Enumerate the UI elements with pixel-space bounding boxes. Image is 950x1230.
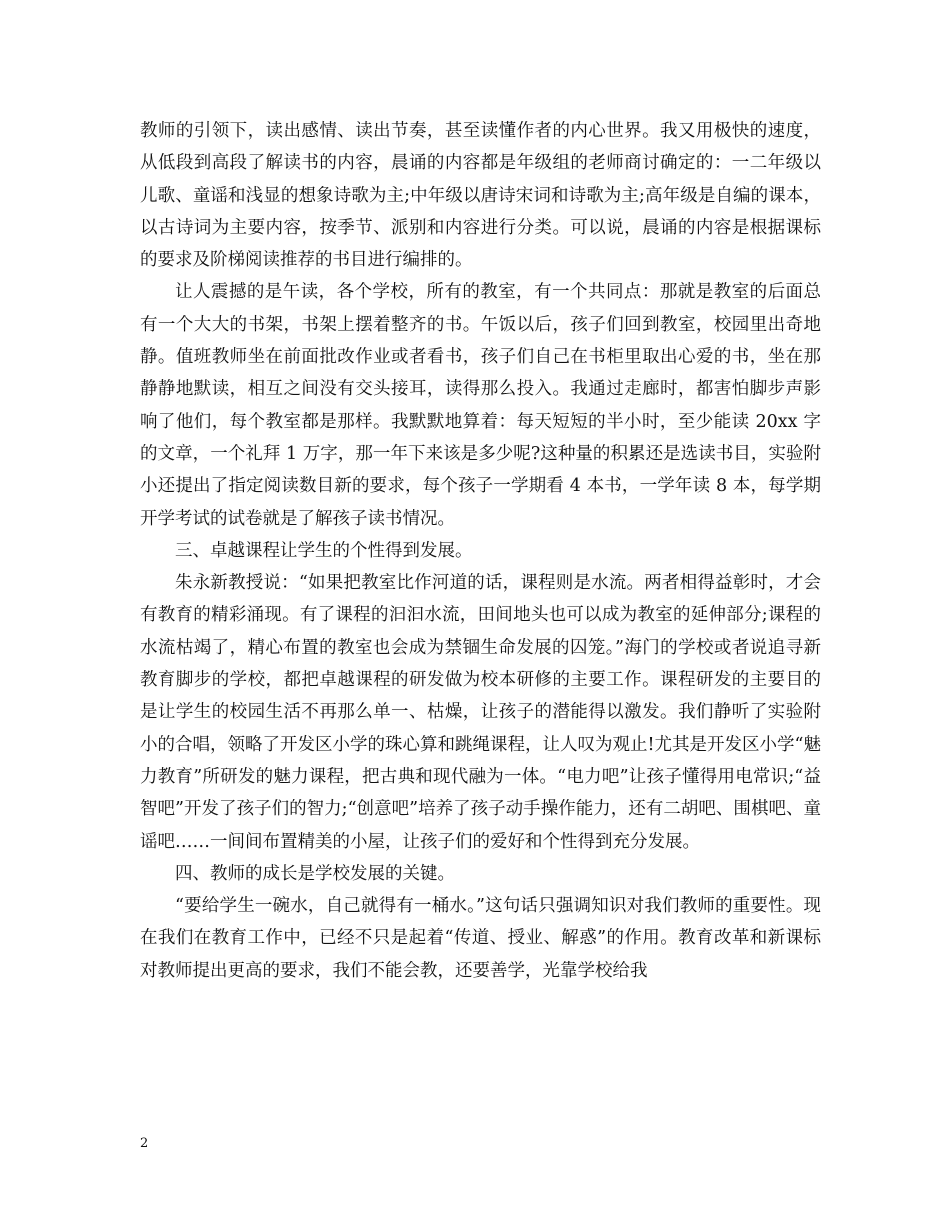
document-body xyxy=(140,115,821,987)
section-heading-teacher-growth: 四、教师的成长是学校发展的关键。 xyxy=(175,863,455,884)
paragraph-curriculum: 朱永新教授说：“如果把教室比作河道的话，课程则是水流。两者相得益彰时，才会有教育的精彩涌现。有了课程的汩汩水流，田间地头也可以成为教室的延伸部分;课程的水流枯竭了，精心布置的教室也会成为禁锢生命发展的囚笼。”海门的学校或者说追寻新教育脚步的学校，都把卓越课程的研发做为校本研修的主要工作。课程研发的主要目的是让学生的校园生活不再那么单一、枯燥，让孩子的潜能得以激发。我们静听了实验附小的合唱，领略了开发区小学的珠心算和跳绳课程，让人叹为观止!尤其是开发区小学“魅力教育”所研发的魅力课程，把古典和现代融为一体。“电力吧”让孩子懂得用电常识;“益智吧”开发了孩子们的智力;“创意吧”培养了孩子动手操作能力，还有二胡吧、围棋吧、童谣吧……一间间布置精美的小屋，让孩子们的爱好和个性得到充分发展。 xyxy=(140,573,821,852)
paragraph-morning-reading: 教师的引领下，读出感情、读出节奏，甚至读懂作者的内心世界。我又用极快的速度，从低段到高段了解读书的内容，晨诵的内容都是年级组的老师商讨确定的：一二年级以儿歌、童谣和浅显的想象诗歌为主;中年级以唐诗宋词和诗歌为主;高年级是自编的课本，以古诗词为主要内容，按季节、派别和内容进行分类。可以说，晨诵的内容是根据课标的要求及阶梯阅读推荐的书目进行编排的。 xyxy=(140,121,821,271)
section-heading-curriculum: 三、卓越课程让学生的个性得到发展。 xyxy=(175,540,473,561)
page-number: 2 xyxy=(140,1136,149,1151)
paragraph-teacher-growth: “要给学生一碗水，自己就得有一桶水。”这句话只强调知识对我们教师的重要性。现在我们在教育工作中，已经不只是起着“传道、授业、解惑”的作用。教育改革和新课标对教师提出更高的要求，我们不能会教，还要善学，光靠学校给我 xyxy=(140,896,821,981)
paragraph-noon-reading: 让人震撼的是午读，各个学校，所有的教室，有一个共同点：那就是教室的后面总有一个大大的书架，书架上摆着整齐的书。午饭以后，孩子们回到教室，校园里出奇地静。值班教师坐在前面批改作业或者看书，孩子们自己在书柜里取出心爱的书，坐在那静静地默读，相互之间没有交头接耳，读得那么投入。我通过走廊时，都害怕脚步声影响了他们，每个教室都是那样。我默默地算着：每天短短的半小时，至少能读 20xx 字的文章，一个礼拜 1 万字，那一年下来该是多少呢?这种量的积累还是选读书目，实验附小还提出了指定阅读数目新的要求，每个孩子一学期看 4 本书，一学年读 8 本，每学期开学考试的试卷就是了解孩子读书情况。 xyxy=(140,282,821,529)
